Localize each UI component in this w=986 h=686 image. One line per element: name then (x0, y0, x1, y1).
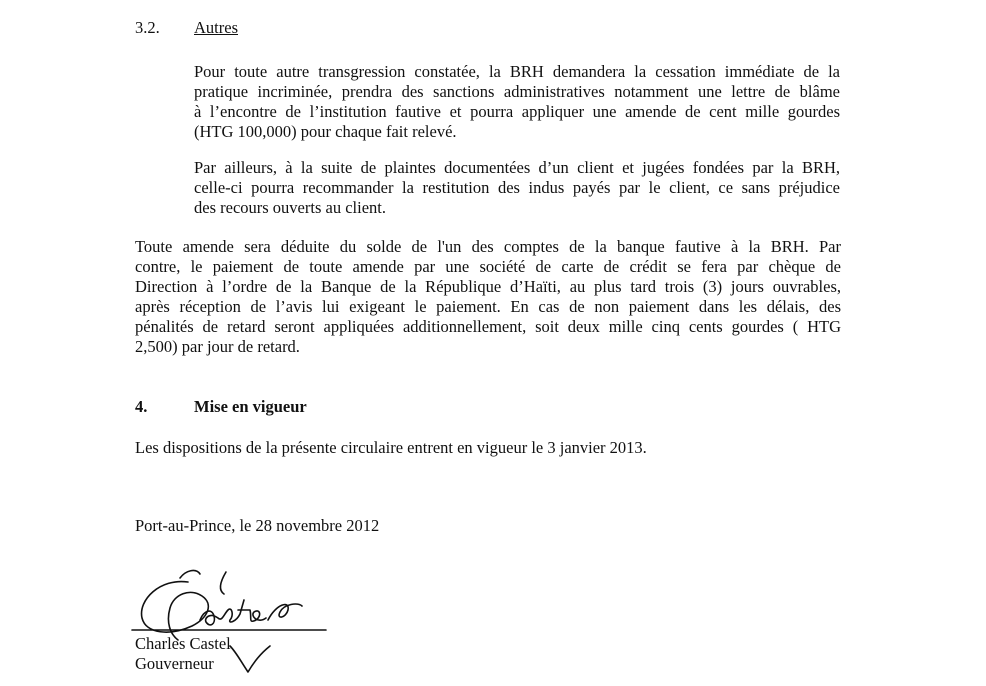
signatory-title: Gouverneur (135, 654, 214, 673)
section-3-2-title: Autres (194, 18, 238, 37)
paragraph-line: Direction à l’ordre de la Banque de la République d’Haïti, au plus tard trois (3) jours ouvrables, (135, 277, 841, 296)
paragraph-line: des recours ouverts au client. (194, 198, 386, 217)
paragraph-line: 2,500) par jour de retard. (135, 337, 300, 356)
paragraph-line: pénalités de retard seront appliquées additionnellement, soit deux mille cinq cents gourdes ( HTG (135, 317, 841, 336)
paragraph-line: contre, le paiement de toute amende par une société de carte de crédit se fera par chèque de (135, 257, 841, 276)
section-4-text: Les dispositions de la présente circulaire entrent en vigueur le 3 janvier 2013. (135, 438, 647, 457)
signatory-name: Charles Castel (135, 634, 231, 653)
paragraph-line: Pour toute autre transgression constatée, la BRH demandera la cessation immédiate de la (194, 62, 840, 81)
paragraph-line: pratique incriminée, prendra des sanctions administratives notamment une lettre de blâme (194, 82, 840, 101)
paragraph-line: Par ailleurs, à la suite de plaintes documentées d’un client et jugées fondées par la BRH, (194, 158, 840, 177)
paragraph-line: Toute amende sera déduite du solde de l'un des comptes de la banque fautive à la BRH. Par (135, 237, 841, 256)
paragraph-line: celle-ci pourra recommander la restitution des indus payés par le client, ce sans préjudice (194, 178, 840, 197)
section-4-title: Mise en vigueur (194, 397, 307, 416)
paragraph-line: après réception de l’avis lui exigeant le paiement. En cas de non paiement dans les délais, des (135, 297, 841, 316)
section-4-number: 4. (135, 397, 148, 416)
section-3-2-number: 3.2. (135, 18, 160, 37)
place-date: Port-au-Prince, le 28 novembre 2012 (135, 516, 380, 535)
paragraph-line: à l’encontre de l’institution fautive et pourra appliquer une amende de cent mille gourdes (194, 102, 840, 121)
paragraph-line: (HTG 100,000) pour chaque fait relevé. (194, 122, 457, 141)
